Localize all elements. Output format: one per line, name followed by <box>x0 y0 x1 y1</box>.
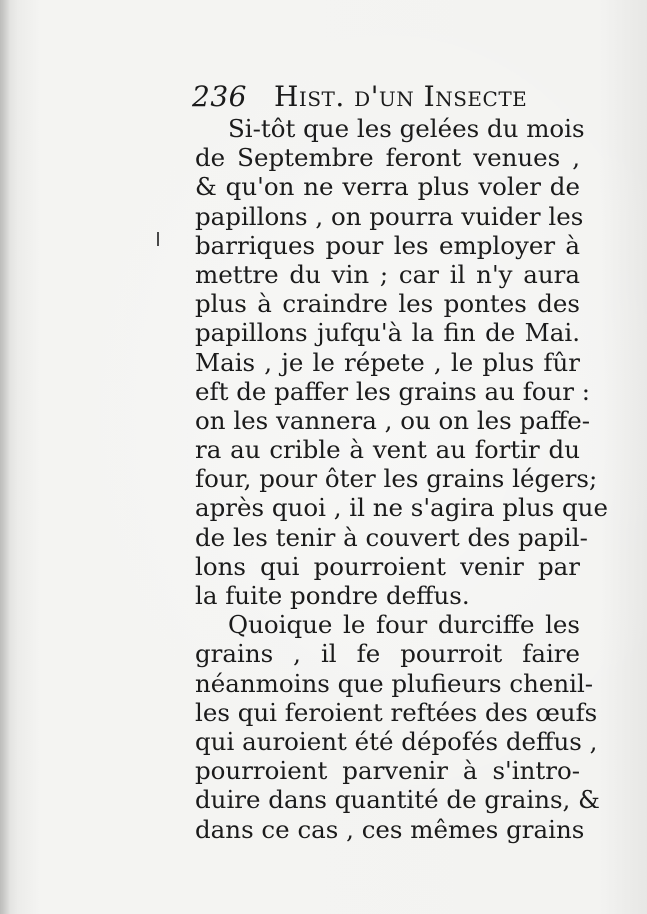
text-line: après quoi , il ne s'agira plus que <box>195 493 608 523</box>
text-line: on les vannera , ou on les paffe- <box>195 405 591 435</box>
text-line: duire dans quantité de grains, & <box>195 785 600 815</box>
text-line: ra au crible à vent au fortir du <box>195 435 580 465</box>
text-line: & qu'on ne verra plus voler de <box>195 172 580 202</box>
text-line: qui auroient été dépofés deffus , <box>195 726 598 756</box>
running-head-title: Hist. d'un Insecte <box>274 80 528 113</box>
text-line: de Septembre feront venues , <box>195 143 580 173</box>
page-edge-shadow <box>0 0 10 914</box>
text-line: pourroient parvenir à s'intro- <box>195 756 580 786</box>
running-head <box>192 80 592 114</box>
text-line: papillons jufqu'à la fin de Mai. <box>195 318 580 348</box>
text-line: grains , il fe pourroit faire <box>195 639 580 669</box>
text-line: eft de paffer les grains au four : <box>195 376 591 406</box>
text-line: Si-tôt que les gelées du mois <box>228 114 585 143</box>
text-line: Quoique le four durciffe les <box>228 610 580 640</box>
text-line: de les tenir à couvert des papil- <box>195 522 588 552</box>
text-line: néanmoins que plufieurs chenil- <box>195 668 594 698</box>
margin-mark <box>157 232 159 246</box>
page-number: 236 <box>192 80 247 113</box>
body-text <box>195 114 608 844</box>
text-line: plus à craindre les pontes des <box>195 289 580 319</box>
text-line: les qui feroient reftées des œufs <box>195 697 598 727</box>
text-line: papillons , on pourra vuider les <box>195 201 584 231</box>
text-line: dans ce cas , ces mêmes grains <box>195 814 585 844</box>
text-line: lons qui pourroient venir par <box>195 551 580 581</box>
text-line: four, pour ôter les grains légers; <box>195 464 598 494</box>
text-line: barriques pour les employer à <box>195 230 580 260</box>
text-line: Mais , je le répete , le plus fûr <box>195 347 580 377</box>
text-line: la fuite pondre deffus. <box>195 581 470 610</box>
text-line: mettre du vin ; car il n'y aura <box>195 259 580 289</box>
